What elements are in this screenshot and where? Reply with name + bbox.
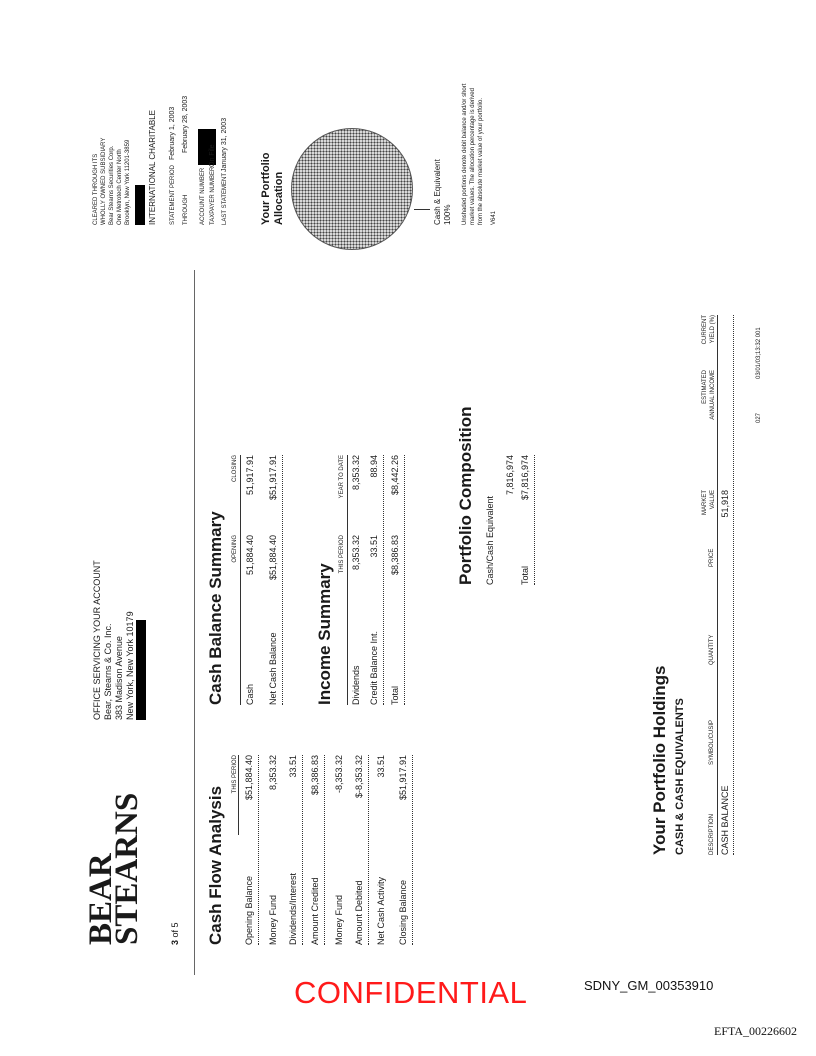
allocation-title-line2: Allocation bbox=[273, 171, 285, 225]
table-row bbox=[369, 455, 384, 705]
table-row bbox=[245, 455, 259, 705]
last-statement-value: January 31, 2003 bbox=[221, 117, 228, 172]
office-street: 383 Madison Avenue bbox=[114, 636, 124, 720]
allocation-title-line1: Your Portfolio bbox=[260, 152, 272, 225]
row-value: 33.51 bbox=[376, 755, 386, 778]
note-line3: from the absolute market value of your portfolio. bbox=[478, 97, 484, 225]
row-opening: 51,884.40 bbox=[245, 535, 255, 576]
clearing-line2: WHOLLY OWNED SUBSIDIARY bbox=[101, 137, 107, 225]
income-col-ytd: YEAR TO DATE bbox=[339, 455, 345, 499]
row-label: Cash bbox=[245, 683, 255, 705]
cash-flow-title: Cash Flow Analysis bbox=[206, 785, 225, 945]
row-label: Total bbox=[390, 685, 400, 705]
row-label: Total bbox=[520, 565, 530, 585]
col-yield-line2: YIELD (%) bbox=[710, 315, 716, 344]
row-value: $7,816,974 bbox=[520, 455, 530, 501]
table-row bbox=[351, 455, 365, 705]
row-label: Money Fund bbox=[268, 894, 278, 945]
last-statement-label: LAST STATEMENT bbox=[222, 172, 228, 225]
logo-line2: STEARNS bbox=[109, 792, 145, 945]
row-value: $51,917.91 bbox=[398, 755, 408, 801]
income-summary-title: Income Summary bbox=[315, 563, 334, 705]
row-closing: $51,917.91 bbox=[268, 455, 278, 501]
table-row bbox=[398, 755, 413, 945]
portfolio-composition-title: Portfolio Composition bbox=[456, 406, 475, 585]
row-value: $8,386.83 bbox=[310, 755, 320, 796]
allocation-title bbox=[260, 152, 286, 225]
office-name: Bear, Stearns & Co. Inc. bbox=[103, 623, 113, 720]
row-value: -8,353.32 bbox=[334, 755, 344, 794]
table-row bbox=[376, 755, 390, 945]
col-income-line1: ESTIMATED bbox=[702, 370, 708, 404]
cash-flow-col-header: THIS PERIOD bbox=[232, 755, 239, 835]
row-opening: $51,884.40 bbox=[268, 535, 278, 581]
cash-balance-title: Cash Balance Summary bbox=[206, 511, 225, 705]
row-value: 33.51 bbox=[288, 755, 298, 778]
income-col-period: THIS PERIOD bbox=[339, 535, 345, 574]
row-label: Amount Debited bbox=[354, 880, 364, 945]
header-rule bbox=[347, 455, 348, 705]
efta-number: EFTA_00226602 bbox=[714, 1024, 798, 1038]
row-label: Cash/Cash Equivalent bbox=[485, 495, 495, 585]
redaction-bar bbox=[136, 620, 146, 720]
col-income-line2: ANNUAL INCOME bbox=[710, 370, 716, 420]
rotated-statement bbox=[83, 70, 768, 955]
bear-stearns-logo bbox=[83, 792, 145, 945]
table-row bbox=[354, 755, 369, 945]
clearing-info bbox=[92, 138, 132, 225]
table-row bbox=[310, 755, 325, 945]
table-row bbox=[520, 455, 535, 585]
row-label: Net Cash Balance bbox=[268, 632, 278, 705]
col-market-line2: VALUE bbox=[710, 490, 716, 510]
account-name: INTERNATIONAL CHARITABLE bbox=[148, 110, 157, 225]
table-row bbox=[390, 455, 405, 705]
col-price: PRICE bbox=[709, 548, 715, 567]
allocation-note bbox=[461, 84, 485, 225]
row-market-value: 51,918 bbox=[720, 490, 730, 518]
table-row bbox=[268, 455, 283, 705]
through-label: THROUGH bbox=[183, 194, 189, 225]
cash-balance-col-opening: OPENING bbox=[232, 535, 238, 563]
col-description: DESCRIPTION bbox=[709, 813, 715, 855]
header-rule bbox=[717, 315, 718, 855]
table-row bbox=[268, 755, 282, 945]
row-value: 8,353.32 bbox=[268, 755, 278, 791]
row-label: Net Cash Activity bbox=[376, 876, 386, 945]
page-indicator bbox=[170, 922, 180, 945]
col-yield-line1: CURRENT bbox=[702, 315, 708, 345]
col-quantity: QUANTITY bbox=[709, 634, 715, 665]
page-number: 3 bbox=[170, 939, 180, 945]
footer-code-right: 03/01/03;13:32 001 bbox=[756, 327, 762, 379]
col-current-yield bbox=[701, 315, 717, 360]
header-rule bbox=[240, 455, 241, 705]
logo-line1: BEAR bbox=[83, 853, 119, 945]
office-servicing bbox=[92, 560, 136, 720]
allocation-code: V641 bbox=[491, 210, 497, 225]
statement-period-label: STATEMENT PERIOD bbox=[170, 164, 176, 225]
confidential-stamp: CONFIDENTIAL bbox=[294, 975, 528, 1010]
table-row bbox=[244, 755, 259, 945]
row-ytd: 8,353.32 bbox=[351, 455, 361, 491]
legend-leader-line bbox=[414, 209, 430, 210]
office-title: OFFICE SERVICING YOUR ACCOUNT bbox=[92, 560, 102, 720]
table-row bbox=[720, 315, 734, 855]
portfolio-cash-value: 7,816,974 bbox=[505, 455, 515, 496]
row-label: Money Fund bbox=[334, 894, 344, 945]
col-market-value bbox=[701, 490, 717, 530]
legend-percent: 100% bbox=[443, 204, 452, 225]
office-city: New York, New York 10179 bbox=[125, 611, 135, 720]
holdings-title: Your Portfolio Holdings bbox=[650, 665, 669, 855]
legend-label: Cash & Equivalent bbox=[433, 159, 442, 225]
row-ytd: $8,442.26 bbox=[390, 455, 400, 496]
row-label: Dividends/Interest bbox=[288, 872, 298, 945]
statement-period-start: February 1, 2003 bbox=[169, 106, 176, 160]
holdings-subtitle: CASH & CASH EQUIVALENTS bbox=[674, 698, 686, 855]
statement-period-end: February 28, 2003 bbox=[182, 95, 189, 153]
row-label: Dividends bbox=[351, 665, 361, 705]
account-number-label: ACCOUNT NUMBER bbox=[200, 167, 206, 225]
row-period: $8,386.83 bbox=[390, 535, 400, 576]
header-rule bbox=[194, 270, 195, 975]
allocation-pie-chart bbox=[291, 128, 413, 250]
row-period: 8,353.32 bbox=[351, 535, 361, 571]
col-estimated-income bbox=[701, 370, 717, 425]
row-label: Closing Balance bbox=[398, 879, 408, 945]
clearing-line4: One Metrotech Center North bbox=[117, 149, 123, 225]
table-row bbox=[485, 455, 499, 585]
row-label: Opening Balance bbox=[244, 875, 254, 945]
row-ytd: 88.94 bbox=[369, 455, 379, 478]
note-line2: market values. The allocation percentage is derived bbox=[470, 88, 476, 225]
allocation-legend bbox=[433, 159, 453, 225]
row-label: Credit Balance Int. bbox=[369, 630, 379, 705]
clearing-line3: Bear Stearns Securities Corp. bbox=[109, 145, 115, 225]
cash-balance-col-closing: CLOSING bbox=[232, 455, 238, 483]
row-value: $-8,353.32 bbox=[354, 755, 364, 799]
bates-number: SDNY_GM_00353910 bbox=[584, 978, 714, 993]
row-description: CASH BALANCE bbox=[720, 785, 730, 855]
row-closing: 51,917.91 bbox=[245, 455, 255, 496]
col-market-line1: MARKET bbox=[702, 490, 708, 516]
clearing-line5: Brooklyn, New York 11201-3859 bbox=[125, 139, 131, 225]
redaction-bar bbox=[135, 185, 145, 225]
table-row bbox=[288, 755, 303, 945]
col-symbol: SYMBOL/CUSIP bbox=[709, 719, 715, 765]
footer-code-left: 027 bbox=[756, 412, 762, 423]
taxpayer-number-value: On File bbox=[209, 144, 216, 167]
taxpayer-number-label: TAXPAYER NUMBER bbox=[210, 166, 216, 225]
clearing-line1: CLEARED THROUGH ITS bbox=[93, 153, 99, 225]
table-row bbox=[334, 755, 348, 945]
page-of: of 5 bbox=[170, 922, 180, 938]
row-label: Amount Credited bbox=[310, 877, 320, 945]
note-line1: Unshaded portions denote debit balance and/or short bbox=[462, 83, 468, 225]
row-value: $51,884.40 bbox=[244, 755, 254, 801]
row-period: 33.51 bbox=[369, 535, 379, 558]
